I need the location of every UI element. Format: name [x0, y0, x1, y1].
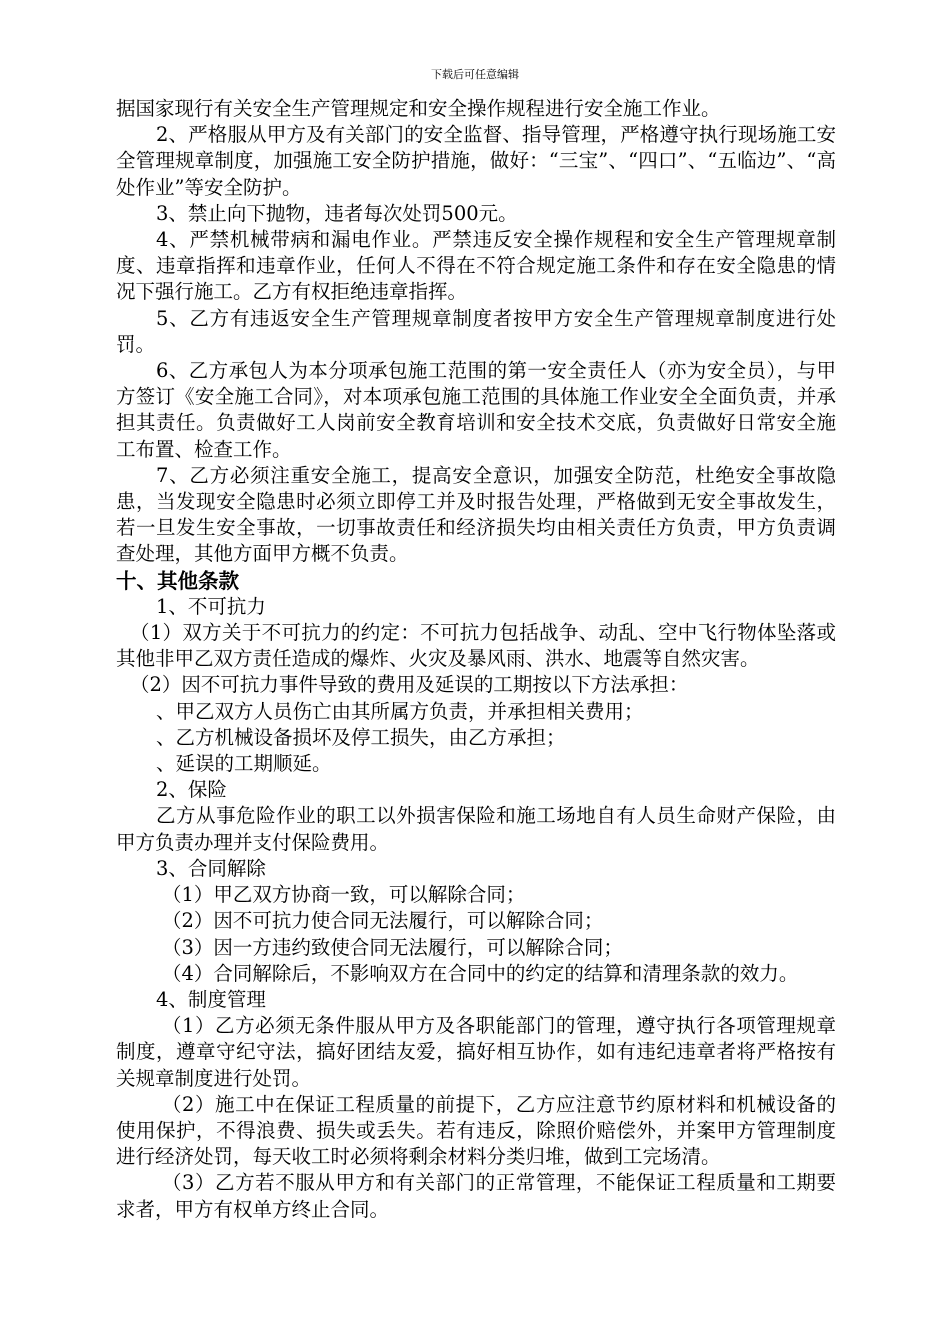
- list-item: （4）合同解除后，不影响双方在合同中的约定的结算和清理条款的效力。: [162, 961, 799, 985]
- paragraph: （2）因不可抗力事件导致的费用及延误的工期按以下方法承担：: [130, 673, 689, 697]
- paragraph: 据国家现行有关安全生产管理规定和安全操作规程进行安全施工作业。: [116, 97, 721, 120]
- document-body: [116, 96, 836, 1223]
- list-item: （2）因不可抗力使合同无法履行，可以解除合同；: [162, 909, 604, 933]
- page-header: 下载后可任意编辑: [431, 68, 519, 81]
- list-item: 、延误的工期顺延。: [156, 752, 332, 776]
- paragraph: （1）双方关于不可抗力的约定：不可抗力包括战争、动乱、空中飞行物体坠落或其他非甲乙双方责任造成的爆炸、火灾及暴风雨、洪水、地震等自然灾害。: [116, 621, 836, 671]
- list-item: 、乙方机械设备损坏及停工损失，由乙方承担；: [156, 725, 566, 749]
- paragraph: （3）乙方若不服从甲方和有关部门的正常管理，不能保证工程质量和工期要求者，甲方有权单方终止合同。: [116, 1171, 836, 1221]
- subsection-title: 4、制度管理: [156, 987, 266, 1011]
- paragraph: （2）施工中在保证工程质量的前提下，乙方应注意节约原材料和机械设备的使用保护，不得浪费、损失或丢失。若有违反，除照价赔偿外，并案甲方管理制度进行经济处罚，每天收工时必须将剩余材料分类归堆，做到工完场清。: [116, 1092, 836, 1169]
- paragraph: 5、乙方有违返安全生产管理规章制度者按甲方安全生产管理规章制度进行处罚。: [116, 306, 836, 356]
- list-item: 、甲乙双方人员伤亡由其所属方负责，并承担相关费用；: [156, 699, 644, 723]
- paragraph: 7、乙方必须注重安全施工，提高安全意识，加强安全防范，杜绝安全事故隐患，当发现安全隐患时必须立即停工并及时报告处理，严格做到无安全事故发生，若一旦发生安全事故，一切事故责任和经济损失均由相关责任方负责，甲方负责调查处理，其他方面甲方概不负责。: [116, 463, 836, 566]
- subsection-title: 2、保险: [156, 778, 227, 802]
- paragraph: 6、乙方承包人为本分项承包施工范围的第一安全责任人（亦为安全员），与甲方签订《安全施工合同》，对本项承包施工范围的具体施工作业安全全面负责，并承担其责任。负责做好工人岗前安全教育培训和安全技术交底，负责做好日常安全施工布置、检查工作。: [116, 359, 836, 461]
- section-heading: 十、其他条款: [116, 568, 239, 593]
- list-item: （1）甲乙双方协商一致，可以解除合同；: [162, 883, 526, 907]
- list-item: （3）因一方违约致使合同无法履行，可以解除合同；: [162, 935, 623, 959]
- subsection-title: 1、不可抗力: [156, 594, 266, 618]
- paragraph: 4、严禁机械带病和漏电作业。严禁违反安全操作规程和安全生产管理规章制度、违章指挥和违章作业，任何人不得在不符合规定施工条件和存在安全隐患的情况下强行施工。乙方有权拒绝违章指挥。: [116, 228, 836, 304]
- paragraph: 3、禁止向下抛物，违者每次处罚500元。: [156, 201, 518, 225]
- paragraph: 乙方从事危险作业的职工以外损害保险和施工场地自有人员生命财产保险，由甲方负责办理并支付保险费用。: [116, 804, 836, 854]
- paragraph: 2、严格服从甲方及有关部门的安全监督、指导管理，严格遵守执行现场施工安全管理规章制度，加强施工安全防护措施，做好：“三宝”、“四口”、“五临边”、“高处作业”等安全防护。: [116, 123, 836, 199]
- paragraph: （1）乙方必须无条件服从甲方及各职能部门的管理，遵守执行各项管理规章制度，遵章守纪守法，搞好团结友爱，搞好相互协作，如有违纪违章者将严格按有关规章制度进行处罚。: [116, 1014, 836, 1090]
- subsection-title: 3、合同解除: [156, 856, 266, 880]
